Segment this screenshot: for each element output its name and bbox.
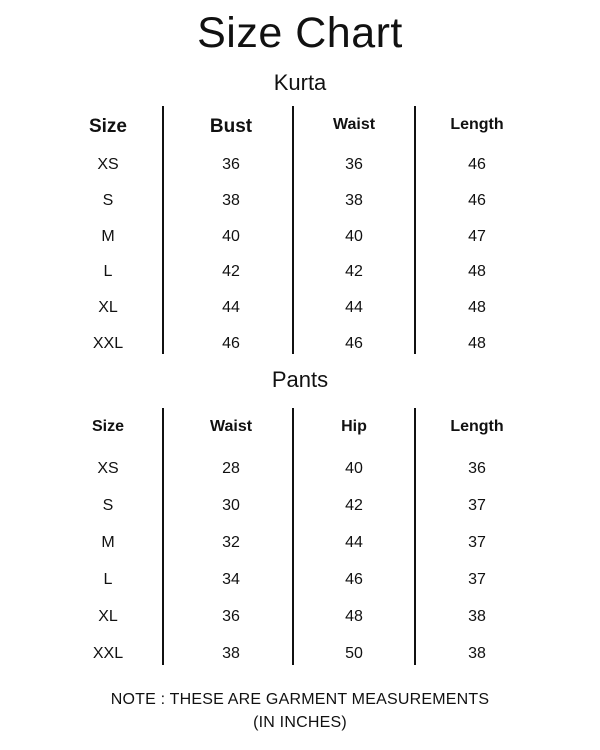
size-cell: S [102, 191, 114, 209]
column-divider [162, 106, 164, 354]
size-cell: XXL [92, 645, 124, 662]
measurement-cell: 36 [222, 608, 240, 625]
measurement-cell: 48 [468, 335, 486, 352]
measurement-cell: 36 [222, 156, 240, 173]
measurement-cell: 44 [345, 299, 363, 317]
measurement-cell: 46 [222, 335, 240, 352]
size-cell: XL [98, 608, 118, 625]
measurement-cell: 36 [345, 156, 363, 173]
measurement-cell: 47 [468, 227, 486, 245]
measurement-cell: 38 [222, 645, 240, 662]
measurement-cell: 28 [222, 460, 240, 477]
measurement-cell: 40 [345, 460, 363, 477]
measurement-cell: 38 [345, 191, 363, 209]
measurement-cell: 32 [222, 534, 240, 551]
measurement-cell: 30 [222, 497, 240, 514]
pants-heading: Pants [271, 367, 329, 392]
column-header: Waist [209, 418, 253, 435]
column-divider [292, 408, 294, 665]
size-cell: XS [97, 156, 119, 173]
size-cell: M [101, 227, 115, 245]
pants-size-table [0, 408, 600, 665]
column-header: Waist [332, 116, 376, 133]
measurement-cell: 40 [345, 227, 363, 245]
measurement-cell: 48 [468, 299, 486, 317]
column-divider [414, 106, 416, 354]
measurement-cell: 42 [345, 263, 363, 281]
size-cell: XS [97, 460, 119, 477]
size-cell: XXL [92, 335, 124, 352]
measurement-cell: 38 [222, 191, 240, 209]
kurta-heading: Kurta [273, 70, 327, 95]
kurta-size-table [0, 106, 600, 354]
column-header: Size [91, 418, 125, 435]
column-header: Bust [209, 116, 253, 137]
note-line-2: (IN INCHES) [253, 714, 347, 731]
measurement-cell: 34 [222, 571, 240, 588]
measurement-cell: 42 [222, 263, 240, 281]
measurement-cell: 37 [468, 571, 486, 588]
measurement-cell: 46 [468, 191, 486, 209]
measurement-cell: 40 [222, 227, 240, 245]
column-divider [162, 408, 164, 665]
page-title: Size Chart [197, 9, 403, 57]
measurement-cell: 50 [345, 645, 363, 662]
measurement-cell: 46 [345, 335, 363, 352]
column-divider [292, 106, 294, 354]
column-divider [414, 408, 416, 665]
size-cell: S [102, 497, 114, 514]
measurement-cell: 44 [345, 534, 363, 551]
measurement-cell: 46 [468, 156, 486, 173]
measurement-cell: 48 [468, 263, 486, 281]
column-header: Length [450, 116, 504, 133]
size-cell: L [103, 571, 113, 588]
measurement-cell: 37 [468, 534, 486, 551]
measurement-cell: 38 [468, 645, 486, 662]
measurement-cell: 48 [345, 608, 363, 625]
measurement-cell: 36 [468, 460, 486, 477]
size-cell: M [101, 534, 115, 551]
column-header: Hip [341, 418, 367, 435]
column-header: Length [450, 418, 504, 435]
measurement-cell: 44 [222, 299, 240, 317]
measurement-cell: 37 [468, 497, 486, 514]
measurement-cell: 42 [345, 497, 363, 514]
size-cell: XL [98, 299, 118, 317]
measurement-cell: 46 [345, 571, 363, 588]
size-cell: L [103, 263, 113, 281]
column-header: Size [88, 116, 128, 137]
measurement-note [0, 688, 600, 734]
note-line-1: NOTE : THESE ARE GARMENT MEASUREMENTS [110, 691, 490, 708]
measurement-cell: 38 [468, 608, 486, 625]
